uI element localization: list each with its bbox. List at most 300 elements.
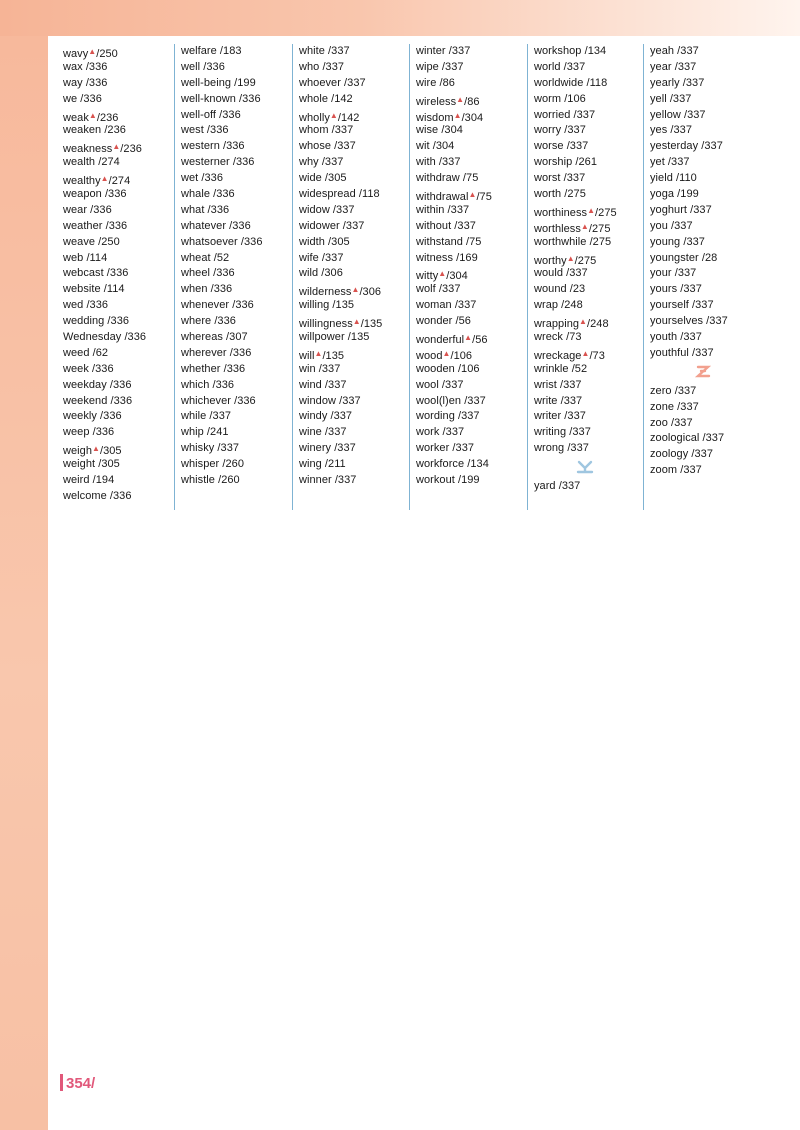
entry-page-ref: /336 [89, 426, 115, 439]
index-entry [416, 409, 527, 425]
entry-word: westerner [181, 156, 230, 169]
entry-page-ref: /337 [340, 76, 366, 89]
entry-page-ref: /337 [674, 400, 699, 413]
entry-page-ref: /199 [231, 76, 256, 89]
entry-page-ref: /337 [674, 45, 699, 57]
entry-word: withstand [416, 235, 463, 248]
entry-page-ref: /183 [216, 45, 242, 57]
entry-word: wine [299, 426, 322, 439]
entry-page-ref: /337 [667, 416, 693, 429]
entry-page-ref: /304 [438, 124, 463, 137]
entry-word: whistle [181, 474, 215, 487]
entry-page-ref: /337 [688, 299, 714, 312]
entry-page-ref: /337 [671, 384, 697, 397]
entry-page-ref: /75 [462, 235, 482, 248]
entry-word: which [181, 378, 210, 391]
advanced-word-triangle-icon: ▲ [468, 190, 477, 200]
entry-word: withdrawal [416, 191, 469, 204]
index-entry [181, 44, 292, 60]
index-entry [181, 409, 292, 425]
entry-page-ref: /304 [429, 140, 455, 153]
index-entry [63, 139, 175, 155]
index-entry [299, 425, 410, 441]
entry-word: wherever [181, 346, 227, 359]
entry-word: wood [416, 349, 443, 362]
entry-page-ref: /337 [664, 156, 690, 169]
index-entry [650, 60, 761, 76]
entry-page-ref: /236 [120, 143, 142, 156]
entry-page-ref: /337 [454, 410, 480, 423]
index-entry [650, 384, 761, 400]
entry-page-ref: /75 [476, 191, 492, 204]
advanced-word-triangle-icon: ▲ [88, 110, 97, 120]
entry-page-ref: /336 [230, 394, 256, 407]
index-entry [63, 92, 175, 108]
entry-word: when [181, 283, 208, 296]
entry-word: woman [416, 299, 452, 312]
entry-word: zoological [650, 432, 700, 445]
entry-word: within [416, 203, 445, 216]
index-entry [534, 123, 645, 139]
index-entry [299, 473, 410, 489]
index-entry [534, 314, 645, 330]
entry-word: wool [416, 378, 439, 391]
entry-page-ref: /337 [679, 76, 705, 89]
index-entry [63, 314, 175, 330]
entry-word: well-being [181, 76, 232, 89]
index-entry [650, 447, 761, 463]
entry-page-ref: /135 [322, 349, 345, 362]
entry-page-ref: /337 [566, 426, 591, 439]
advanced-word-triangle-icon: ▲ [464, 333, 473, 343]
entry-word: worthiness [534, 206, 588, 219]
entry-word: wonderful [416, 334, 465, 347]
index-entry [181, 92, 292, 108]
entry-page-ref: /337 [331, 140, 356, 153]
entry-page-ref: /336 [82, 60, 108, 73]
advanced-word-triangle-icon: ▲ [314, 348, 323, 358]
index-entry [416, 92, 527, 108]
entry-page-ref: /337 [327, 410, 353, 423]
index-entry [299, 76, 410, 92]
index-entry [416, 76, 527, 92]
entry-word: whenever [181, 299, 230, 312]
index-entry [63, 425, 175, 441]
index-entry [63, 330, 175, 346]
entry-word: wireless [416, 95, 457, 108]
entry-word: yoga [650, 188, 675, 201]
entry-page-ref: /337 [699, 432, 725, 445]
entry-word: weekly [63, 410, 97, 423]
entry-word: window [299, 394, 336, 407]
entry-page-ref: /337 [445, 45, 471, 57]
entry-page-ref: /337 [671, 60, 697, 73]
entry-word: well-off [181, 108, 217, 121]
index-entry [299, 60, 410, 76]
entry-word: worship [534, 156, 573, 169]
index-entry [534, 282, 645, 298]
index-entry [650, 76, 761, 92]
entry-word: yes [650, 124, 668, 137]
entry-page-ref: /336 [96, 410, 122, 423]
index-entry [299, 314, 410, 330]
entry-page-ref: /337 [321, 426, 347, 439]
entry-word: wrapping [534, 318, 580, 331]
index-entry [416, 187, 527, 203]
index-entry [416, 155, 527, 171]
entry-page-ref: /336 [103, 267, 129, 280]
entry-word: why [299, 156, 319, 169]
advanced-word-triangle-icon: ▲ [456, 94, 465, 104]
entry-word: webcast [63, 267, 104, 280]
entry-word: we [63, 92, 78, 105]
entry-word: wipe [416, 60, 439, 73]
entry-word: youngster [650, 251, 699, 264]
index-entry [416, 108, 527, 124]
entry-page-ref: /250 [96, 48, 118, 60]
entry-word: wind [299, 378, 322, 391]
entry-page-ref: /337 [318, 156, 344, 169]
entry-word: worry [534, 124, 562, 137]
index-entry [534, 409, 645, 425]
index-column-1 [57, 44, 175, 510]
entry-page-ref: /211 [321, 458, 346, 471]
entry-word: wild [299, 267, 319, 280]
entry-word: writing [534, 426, 567, 439]
index-entry [63, 108, 175, 124]
entry-word: witty [416, 270, 439, 283]
index-entry [181, 362, 292, 378]
advanced-word-triangle-icon: ▲ [329, 110, 338, 120]
entry-page-ref: /337 [677, 331, 702, 344]
entry-page-ref: /337 [667, 219, 693, 232]
entry-word: worth [534, 188, 562, 201]
entry-word: weekday [63, 378, 107, 391]
index-entry [650, 235, 761, 251]
index-entry [181, 425, 292, 441]
entry-word: whisky [181, 442, 215, 455]
index-entry [181, 394, 292, 410]
entry-word: widow [299, 203, 330, 216]
index-entry [650, 400, 761, 416]
index-entry [650, 463, 761, 479]
entry-word: zoom [650, 464, 678, 477]
entry-word: weapon [63, 188, 102, 201]
index-entry [299, 282, 410, 298]
entry-word: workshop [534, 45, 582, 57]
entry-page-ref: /274 [95, 156, 120, 169]
entry-page-ref: /274 [108, 175, 131, 188]
entry-word: willpower [299, 331, 345, 344]
entry-word: welcome [63, 489, 107, 502]
entry-word: yourself [650, 299, 689, 312]
entry-word: yearly [650, 76, 680, 89]
entry-page-ref: /337 [560, 60, 586, 73]
entry-word: western [181, 140, 220, 153]
entry-word: zero [650, 384, 672, 397]
index-entry [299, 108, 410, 124]
entry-page-ref: /304 [461, 111, 484, 124]
entry-word: wrinkle [534, 362, 569, 375]
index-entry [63, 346, 175, 362]
entry-word: withdraw [416, 172, 460, 185]
entry-page-ref: /337 [688, 346, 714, 359]
index-entry [534, 479, 645, 495]
entry-word: wealth [63, 156, 96, 169]
entry-page-ref: /52 [210, 251, 230, 264]
index-entry [181, 251, 292, 267]
index-entry [63, 60, 175, 76]
index-entry [299, 362, 410, 378]
index-entry [650, 298, 761, 314]
entry-word: wire [416, 76, 437, 89]
entry-word: whoever [299, 76, 341, 89]
entry-word: wholly [299, 111, 330, 124]
entry-page-ref: /337 [557, 394, 583, 407]
entry-page-ref: /194 [89, 474, 115, 487]
entry-word: weaken [63, 124, 102, 137]
index-entry [650, 171, 761, 187]
index-entry [63, 362, 175, 378]
index-entry [416, 330, 527, 346]
top-color-band [0, 0, 800, 36]
entry-word: world [534, 60, 561, 73]
entry-word: weekend [63, 394, 108, 407]
index-entry [299, 251, 410, 267]
entry-page-ref: /337 [556, 378, 582, 391]
entry-word: wilderness [299, 286, 352, 299]
index-entry [299, 235, 410, 251]
index-entry [63, 409, 175, 425]
entry-page-ref: /336 [82, 76, 108, 89]
index-entry [534, 251, 645, 267]
index-entry [63, 394, 175, 410]
entry-word: willing [299, 299, 330, 312]
index-entry [650, 203, 761, 219]
entry-word: wound [534, 283, 567, 296]
entry-word: Wednesday [63, 331, 122, 344]
index-entry [650, 187, 761, 203]
entry-page-ref: /337 [688, 448, 713, 461]
entry-page-ref: /337 [570, 108, 596, 121]
index-entry [416, 44, 527, 60]
entry-page-ref: /337 [561, 410, 586, 423]
index-entry [181, 108, 292, 124]
entry-page-ref: /73 [562, 331, 582, 344]
index-entry [650, 431, 761, 447]
entry-page-ref: /336 [198, 172, 223, 185]
entry-word: winner [299, 474, 332, 487]
index-entry [650, 346, 761, 362]
entry-word: windy [299, 410, 328, 423]
entry-word: wed [63, 299, 84, 312]
index-entry [650, 266, 761, 282]
entry-page-ref: /337 [214, 442, 240, 455]
index-entry [534, 378, 645, 394]
index-entry [534, 425, 645, 441]
advanced-word-triangle-icon: ▲ [453, 110, 462, 120]
index-entry [416, 123, 527, 139]
entry-page-ref: /305 [95, 458, 120, 471]
index-entry [63, 44, 175, 60]
index-entry [650, 139, 761, 155]
entry-page-ref: /106 [454, 362, 480, 375]
entry-page-ref: /336 [83, 299, 109, 312]
entry-word: whichever [181, 394, 231, 407]
entry-word: wavy [63, 48, 89, 60]
index-entry [650, 219, 761, 235]
entry-page-ref: /305 [99, 445, 122, 458]
entry-word: wisdom [416, 111, 454, 124]
entry-page-ref: /337 [331, 474, 357, 487]
index-entry [181, 298, 292, 314]
index-entry [416, 441, 527, 457]
entry-page-ref: /106 [450, 349, 473, 362]
entry-word: yourselves [650, 315, 704, 328]
entry-word: widespread [299, 188, 356, 201]
index-entry [650, 155, 761, 171]
index-entry [650, 330, 761, 346]
index-entry [63, 298, 175, 314]
index-entry [534, 139, 645, 155]
entry-page-ref: /337 [703, 315, 728, 328]
index-entry [534, 394, 645, 410]
entry-word: winter [416, 45, 446, 57]
advanced-word-triangle-icon: ▲ [438, 269, 447, 279]
index-entry [416, 266, 527, 282]
entry-page-ref: /236 [101, 124, 126, 137]
entry-page-ref: /134 [464, 458, 489, 471]
entry-page-ref: /336 [106, 378, 132, 391]
entry-page-ref: /337 [435, 156, 461, 169]
entry-page-ref: /337 [324, 45, 350, 57]
index-entry [181, 266, 292, 282]
entry-page-ref: /336 [226, 219, 251, 232]
entry-page-ref: /52 [568, 362, 588, 375]
word-index [57, 44, 747, 514]
index-entry [299, 346, 410, 362]
entry-word: you [650, 219, 668, 232]
entry-word: week [63, 362, 89, 375]
entry-word: weight [63, 458, 96, 471]
entry-page-ref: /337 [321, 378, 347, 391]
entry-word: would [534, 267, 563, 280]
entry-page-ref: /106 [561, 92, 586, 105]
index-entry [416, 457, 527, 473]
entry-word: worldwide [534, 76, 584, 89]
entry-word: wet [181, 172, 199, 185]
index-entry [63, 155, 175, 171]
entry-page-ref: /307 [222, 331, 248, 344]
entry-word: worthwhile [534, 235, 587, 248]
index-entry [299, 187, 410, 203]
entry-page-ref: /56 [452, 315, 471, 328]
index-entry [299, 409, 410, 425]
entry-word: widower [299, 219, 340, 232]
index-entry [534, 108, 645, 124]
entry-word: wrong [534, 442, 565, 455]
index-column-5 [527, 44, 645, 510]
entry-page-ref: /248 [587, 318, 609, 331]
entry-word: well-known [181, 92, 236, 105]
index-entry [181, 282, 292, 298]
entry-page-ref: /169 [453, 251, 478, 264]
entry-page-ref: /305 [321, 172, 347, 185]
entry-word: wool(l)en [416, 394, 462, 407]
entry-page-ref: /199 [454, 474, 480, 487]
section-marker-y [534, 457, 645, 479]
entry-word: weigh [63, 445, 92, 458]
entry-page-ref: /337 [698, 140, 723, 153]
entry-word: weakness [63, 143, 113, 156]
entry-word: worthy [534, 254, 567, 267]
index-entry [63, 187, 175, 203]
entry-page-ref: /337 [449, 442, 475, 455]
entry-page-ref: /337 [560, 172, 586, 185]
advanced-word-triangle-icon: ▲ [100, 174, 109, 184]
index-entry [63, 235, 175, 251]
entry-page-ref: /304 [446, 270, 468, 283]
index-entry [534, 235, 645, 251]
entry-word: yours [650, 283, 678, 296]
index-entry [63, 441, 175, 457]
entry-word: wolf [416, 283, 436, 296]
entry-page-ref: /275 [561, 188, 586, 201]
index-column-4 [409, 44, 527, 510]
entry-word: wax [63, 60, 83, 73]
page-number-text: 354 [66, 1075, 92, 1092]
index-entry [650, 282, 761, 298]
entry-page-ref: /114 [100, 283, 125, 296]
index-entry [650, 44, 761, 60]
entry-page-ref: /336 [204, 203, 230, 216]
entry-page-ref: /23 [566, 283, 586, 296]
entry-word: yoghurt [650, 203, 688, 216]
entry-word: whisper [181, 458, 220, 471]
entry-word: youthful [650, 346, 689, 359]
entry-word: web [63, 251, 84, 264]
entry-page-ref: /73 [589, 349, 605, 362]
index-entry [63, 473, 175, 489]
entry-word: wreck [534, 331, 563, 344]
entry-page-ref: /135 [344, 331, 370, 344]
index-entry [299, 44, 410, 60]
entry-page-ref: /336 [87, 203, 112, 216]
entry-word: well [181, 60, 201, 73]
entry-word: width [299, 235, 325, 248]
entry-word: what [181, 203, 205, 216]
section-marker-z [650, 362, 761, 384]
index-entry [416, 394, 527, 410]
page-number: 354/ [60, 1074, 95, 1092]
index-entry [181, 76, 292, 92]
entry-word: wreckage [534, 349, 582, 362]
entry-page-ref: /250 [95, 235, 120, 248]
entry-page-ref: /337 [336, 394, 361, 407]
entry-word: wrap [534, 299, 559, 312]
index-entry [416, 235, 527, 251]
entry-word: worker [416, 442, 450, 455]
entry-word: whatsoever [181, 235, 238, 248]
index-entry [299, 378, 410, 394]
entry-page-ref: /337 [667, 124, 692, 137]
index-entry [299, 171, 410, 187]
index-entry [416, 378, 527, 394]
entry-page-ref: /28 [698, 251, 718, 264]
entry-word: worse [534, 140, 564, 153]
entry-page-ref: /336 [209, 378, 235, 391]
index-entry [650, 251, 761, 267]
